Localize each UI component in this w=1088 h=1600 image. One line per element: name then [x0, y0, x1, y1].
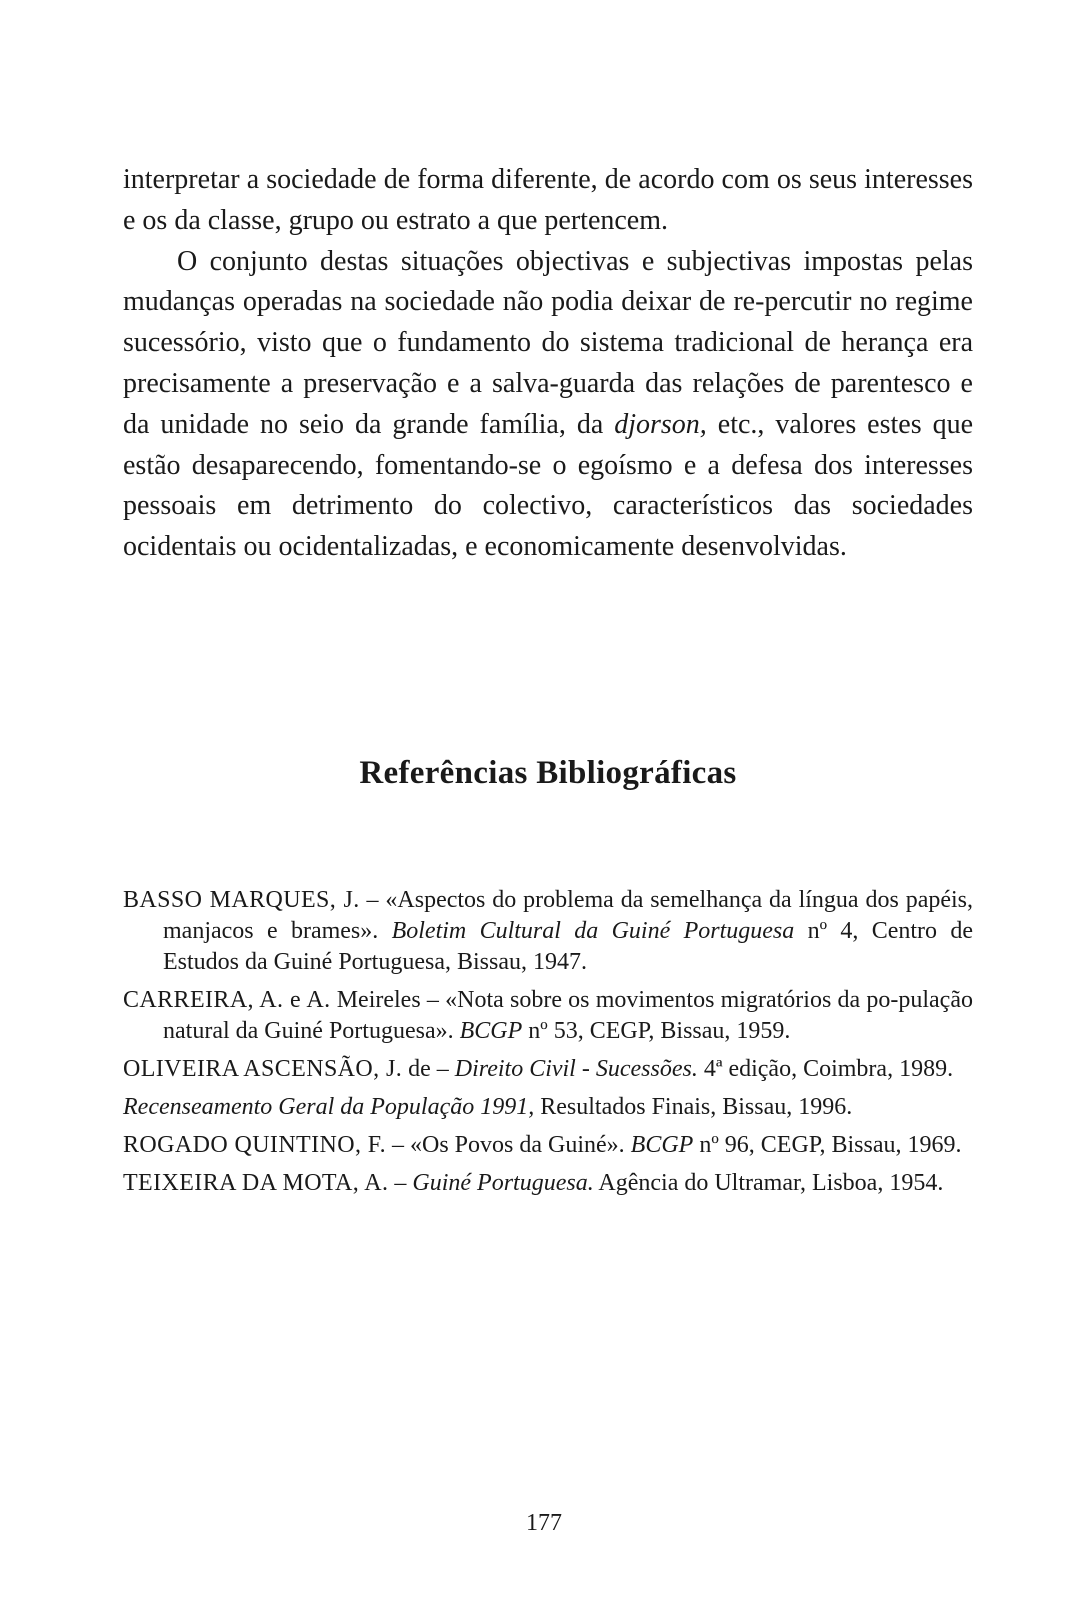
reference-title: BCGP: [630, 1132, 694, 1158]
reference-details: nº 53, CEGP, Bissau, 1959.: [522, 1018, 791, 1044]
reference-title: Direito Civil - Sucessões.: [454, 1056, 698, 1082]
paragraph-2-text-a: O conjunto destas situações objectivas e subjectivas impostas pelas mudanças operadas na sociedade não podia deixar de re-percutir no regime sucessório, visto que o fundamento do sistema tradicional de herança era precisamente a preservação e a salva-guarda das relações de parentesco e da unidade no seio da grande família, da: [123, 245, 973, 440]
reference-author: ROGADO QUINTINO, F.: [123, 1132, 386, 1158]
reference-item: [123, 1092, 973, 1123]
reference-text: Meireles – «Nota sobre os movimentos migratórios da po-pulação natural da Guiné Portuguesa».: [163, 987, 973, 1044]
body-text: [123, 160, 973, 568]
reference-title: Boletim Cultural da Guiné Portuguesa: [391, 918, 795, 944]
reference-text: –: [388, 1170, 413, 1196]
reference-details: Resultados Finais, Bissau, 1996.: [534, 1094, 853, 1120]
reference-details: 4ª edição, Coimbra, 1989.: [697, 1056, 954, 1082]
reference-item: [123, 1168, 973, 1199]
reference-title: Guiné Portuguesa.: [412, 1170, 594, 1196]
reference-author: CARREIRA, A. e A.: [123, 987, 331, 1013]
reference-title: Recenseamento Geral da População 1991,: [123, 1094, 535, 1120]
reference-item: [123, 985, 973, 1047]
reference-details: nº 96, CEGP, Bissau, 1969.: [693, 1132, 962, 1158]
references-list: [123, 885, 973, 1206]
section-heading: Referências Bibliográficas: [359, 755, 737, 791]
reference-author: OLIVEIRA ASCENSÃO, J.: [123, 1056, 403, 1082]
paragraph-1: interpretar a sociedade de forma diferente, de acordo com os seus interesses e os da classe, grupo ou estrato a que pertencem.: [123, 164, 973, 236]
reference-text: de –: [402, 1056, 455, 1082]
page-number: 177: [526, 1510, 562, 1536]
reference-item: [123, 885, 973, 978]
reference-item: [123, 1054, 973, 1085]
reference-details: nº 4, Centro de Estudos da Guiné Portuguesa, Bissau, 1947.: [163, 918, 973, 975]
reference-author: TEIXEIRA DA MOTA, A.: [123, 1170, 389, 1196]
paragraph-2: [123, 242, 973, 568]
reference-text: – «Os Povos da Guiné».: [386, 1132, 631, 1158]
reference-item: [123, 1130, 973, 1161]
reference-title: BCGP: [459, 1018, 523, 1044]
reference-text: – «Aspectos do problema da semelhança da língua dos papéis, manjacos e brames».: [163, 887, 974, 944]
reference-details: Agência do Ultramar, Lisboa, 1954.: [593, 1170, 944, 1196]
reference-author: BASSO MARQUES, J.: [123, 887, 360, 913]
paragraph-2-italic-term: djorson,: [614, 408, 707, 440]
paragraph-2-text-b: etc., valores estes que estão desaparecendo, fomentando-se o egoísmo e a defesa dos interesses pessoais em detrimento do colectivo, característicos das sociedades ocidentais ou ocidentalizadas, e economicamente desenvolvidas.: [123, 408, 973, 563]
